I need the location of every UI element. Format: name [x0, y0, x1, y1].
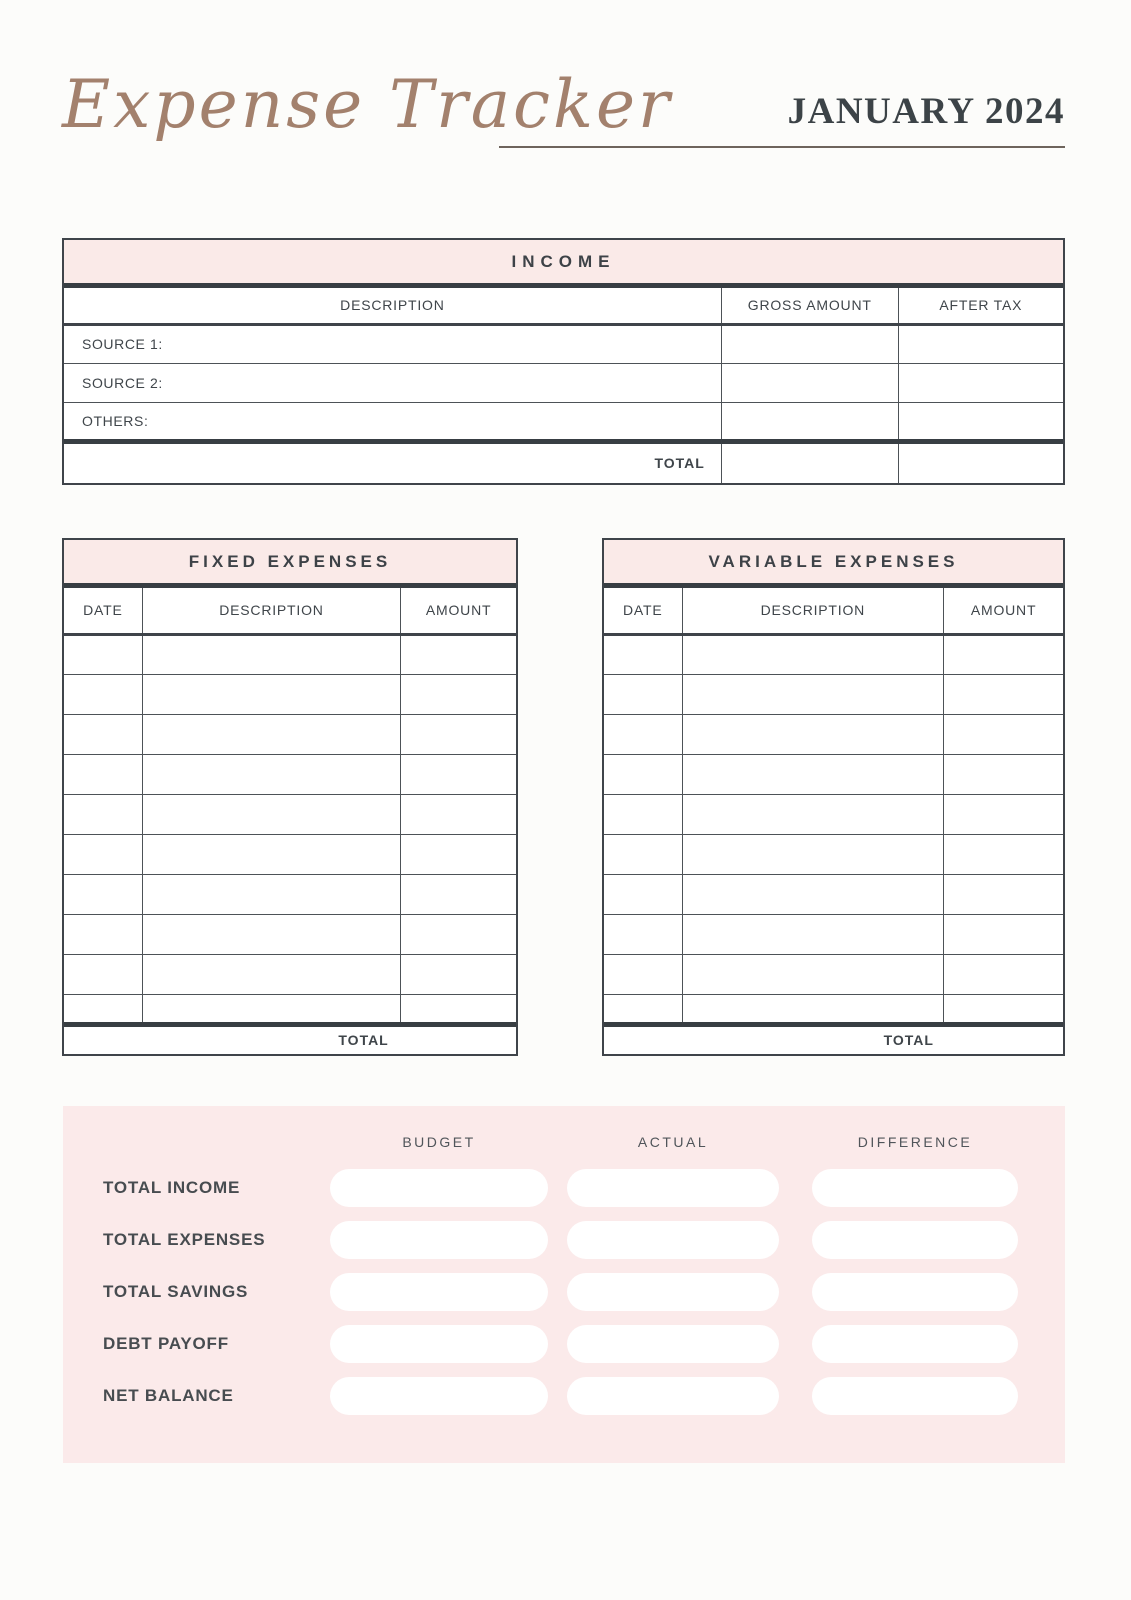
empty-cell[interactable] [682, 634, 944, 674]
empty-row [64, 994, 516, 1024]
variable-col-date: DATE [604, 588, 682, 634]
empty-cell[interactable] [604, 714, 682, 754]
empty-row [64, 914, 516, 954]
budget-input[interactable] [330, 1169, 548, 1207]
empty-row [604, 714, 1063, 754]
summary-row-net-balance [103, 1370, 1065, 1422]
empty-cell[interactable] [604, 914, 682, 954]
empty-cell[interactable] [401, 634, 516, 674]
income-table [62, 238, 1065, 485]
empty-cell[interactable] [64, 634, 142, 674]
empty-cell[interactable] [142, 674, 401, 714]
empty-cell[interactable] [604, 674, 682, 714]
empty-cell[interactable] [682, 954, 944, 994]
page-header [62, 0, 1065, 238]
income-total-label: TOTAL [64, 441, 721, 483]
empty-cell[interactable] [401, 994, 516, 1024]
empty-cell[interactable] [142, 794, 401, 834]
page-title: Expense Tracker [62, 66, 673, 143]
empty-row [64, 834, 516, 874]
actual-input[interactable] [567, 1221, 779, 1259]
empty-cell[interactable] [682, 754, 944, 794]
empty-cell[interactable] [604, 954, 682, 994]
empty-cell[interactable] [682, 794, 944, 834]
fixed-expenses-table [62, 538, 518, 1056]
empty-cell[interactable] [944, 634, 1063, 674]
income-total-gross-cell[interactable] [721, 441, 898, 483]
empty-row [64, 754, 516, 794]
period-label: JANUARY 2024 [787, 91, 1065, 132]
fixed-expenses-header-row [64, 588, 516, 634]
variable-expenses-body [604, 634, 1063, 1024]
summary-col-difference: DIFFERENCE [857, 1134, 973, 1150]
empty-cell[interactable] [944, 954, 1063, 994]
empty-cell[interactable] [944, 674, 1063, 714]
income-after-tax-cell[interactable] [898, 324, 1063, 363]
empty-row [604, 874, 1063, 914]
empty-cell[interactable] [64, 674, 142, 714]
empty-row [604, 674, 1063, 714]
summary-row-total-savings [103, 1266, 1065, 1318]
income-gross-cell[interactable] [721, 363, 898, 402]
empty-row [604, 794, 1063, 834]
empty-row [604, 834, 1063, 874]
empty-cell[interactable] [401, 914, 516, 954]
variable-expenses-total-label: TOTAL [604, 1024, 1063, 1054]
empty-row [64, 634, 516, 674]
empty-cell[interactable] [401, 794, 516, 834]
empty-cell[interactable] [64, 834, 142, 874]
empty-cell[interactable] [64, 714, 142, 754]
empty-cell[interactable] [682, 714, 944, 754]
empty-cell[interactable] [604, 794, 682, 834]
fixed-col-description: DESCRIPTION [142, 588, 401, 634]
difference-input[interactable] [812, 1377, 1018, 1415]
empty-cell[interactable] [682, 834, 944, 874]
empty-cell[interactable] [142, 914, 401, 954]
variable-expenses-table [602, 538, 1065, 1056]
variable-expenses-total-row [604, 1024, 1063, 1054]
empty-cell[interactable] [604, 874, 682, 914]
empty-cell[interactable] [64, 954, 142, 994]
empty-cell[interactable] [142, 754, 401, 794]
summary-panel [63, 1106, 1065, 1463]
income-title: INCOME [64, 240, 1063, 288]
empty-row [604, 994, 1063, 1024]
empty-cell[interactable] [401, 714, 516, 754]
empty-cell[interactable] [401, 834, 516, 874]
empty-cell[interactable] [944, 914, 1063, 954]
summary-row-label: NET BALANCE [103, 1386, 234, 1405]
empty-row [64, 954, 516, 994]
empty-cell[interactable] [401, 674, 516, 714]
empty-cell[interactable] [64, 794, 142, 834]
income-row-label: OTHERS: [64, 402, 721, 441]
actual-input[interactable] [567, 1325, 779, 1363]
income-col-gross: GROSS AMOUNT [721, 288, 898, 324]
summary-row-label: TOTAL EXPENSES [103, 1230, 266, 1249]
income-row-others [64, 402, 1063, 441]
fixed-expenses-total-label: TOTAL [64, 1024, 516, 1054]
empty-cell[interactable] [682, 914, 944, 954]
variable-expenses-title: VARIABLE EXPENSES [604, 540, 1063, 588]
empty-cell[interactable] [401, 754, 516, 794]
income-total-after-tax-cell[interactable] [898, 441, 1063, 483]
budget-input[interactable] [330, 1377, 548, 1415]
actual-input[interactable] [567, 1377, 779, 1415]
budget-input[interactable] [330, 1273, 548, 1311]
empty-cell[interactable] [944, 994, 1063, 1024]
empty-cell[interactable] [604, 634, 682, 674]
empty-cell[interactable] [142, 714, 401, 754]
fixed-expenses-title: FIXED EXPENSES [64, 540, 516, 588]
summary-col-actual: ACTUAL [637, 1134, 709, 1150]
empty-cell[interactable] [604, 834, 682, 874]
empty-cell[interactable] [682, 994, 944, 1024]
empty-cell[interactable] [604, 754, 682, 794]
empty-cell[interactable] [682, 674, 944, 714]
income-total-row [64, 441, 1063, 483]
variable-col-amount: AMOUNT [944, 588, 1063, 634]
expenses-section [62, 538, 1065, 1056]
empty-cell[interactable] [64, 874, 142, 914]
empty-cell[interactable] [944, 754, 1063, 794]
summary-row-label: DEBT PAYOFF [103, 1334, 229, 1353]
income-gross-cell[interactable] [721, 324, 898, 363]
empty-cell[interactable] [401, 874, 516, 914]
empty-cell[interactable] [944, 874, 1063, 914]
empty-cell[interactable] [142, 954, 401, 994]
empty-cell[interactable] [64, 914, 142, 954]
empty-cell[interactable] [64, 754, 142, 794]
empty-row [64, 874, 516, 914]
fixed-col-date: DATE [64, 588, 142, 634]
empty-row [64, 794, 516, 834]
empty-row [604, 634, 1063, 674]
income-col-after-tax: AFTER TAX [898, 288, 1063, 324]
income-row-source1 [64, 324, 1063, 363]
income-row-source2 [64, 363, 1063, 402]
empty-row [604, 914, 1063, 954]
summary-row-label: TOTAL INCOME [103, 1178, 241, 1197]
empty-cell[interactable] [64, 994, 142, 1024]
difference-input[interactable] [812, 1221, 1018, 1259]
summary-header-row [103, 1122, 1065, 1162]
income-gross-cell[interactable] [721, 402, 898, 441]
actual-input[interactable] [567, 1169, 779, 1207]
difference-input[interactable] [812, 1325, 1018, 1363]
empty-row [64, 714, 516, 754]
empty-cell[interactable] [142, 994, 401, 1024]
empty-cell[interactable] [944, 714, 1063, 754]
summary-row-debt-payoff [103, 1318, 1065, 1370]
empty-cell[interactable] [944, 794, 1063, 834]
budget-input[interactable] [330, 1325, 548, 1363]
empty-cell[interactable] [401, 954, 516, 994]
income-row-label: SOURCE 2: [64, 363, 721, 402]
empty-cell[interactable] [142, 834, 401, 874]
summary-row-total-expenses [103, 1214, 1065, 1266]
fixed-col-amount: AMOUNT [401, 588, 516, 634]
empty-cell[interactable] [604, 994, 682, 1024]
empty-cell[interactable] [682, 874, 944, 914]
empty-cell[interactable] [142, 634, 401, 674]
actual-input[interactable] [567, 1273, 779, 1311]
income-header-row [64, 288, 1063, 324]
income-col-description: DESCRIPTION [64, 288, 721, 324]
empty-row [604, 754, 1063, 794]
header-rule [499, 146, 1065, 148]
variable-expenses-header-row [604, 588, 1063, 634]
budget-input[interactable] [330, 1221, 548, 1259]
summary-col-budget: BUDGET [402, 1134, 476, 1150]
empty-cell[interactable] [944, 834, 1063, 874]
income-after-tax-cell[interactable] [898, 363, 1063, 402]
fixed-expenses-total-row [64, 1024, 516, 1054]
empty-row [64, 674, 516, 714]
empty-row [604, 954, 1063, 994]
variable-col-description: DESCRIPTION [682, 588, 944, 634]
empty-cell[interactable] [142, 874, 401, 914]
fixed-expenses-body [64, 634, 516, 1024]
difference-input[interactable] [812, 1169, 1018, 1207]
income-row-label: SOURCE 1: [64, 324, 721, 363]
summary-row-label: TOTAL SAVINGS [103, 1282, 249, 1301]
difference-input[interactable] [812, 1273, 1018, 1311]
summary-row-total-income [103, 1162, 1065, 1214]
income-after-tax-cell[interactable] [898, 402, 1063, 441]
